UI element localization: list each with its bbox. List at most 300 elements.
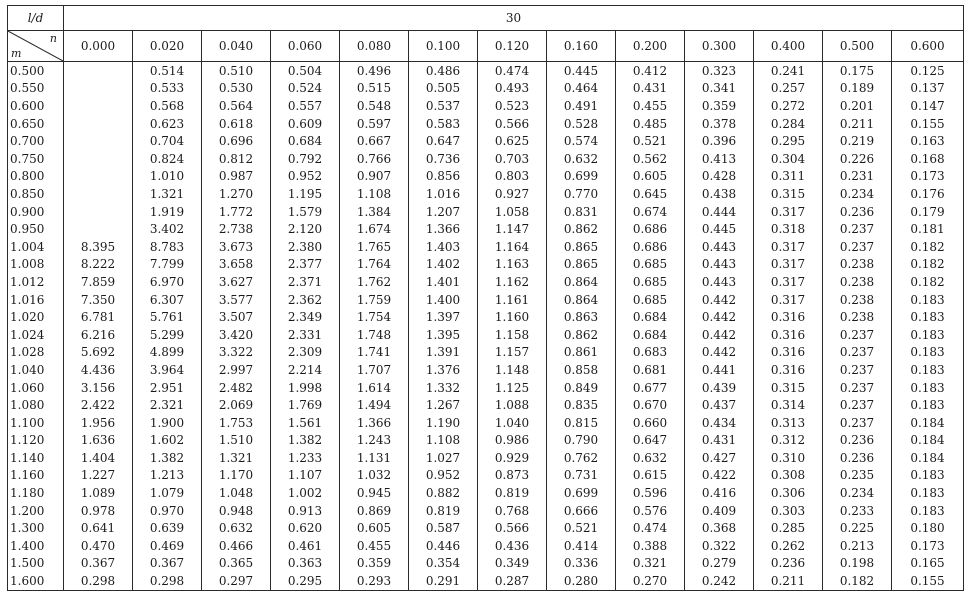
m-value-cell: 0.700 [8,132,64,150]
table-cell: 0.201 [823,97,892,115]
m-value-cell: 0.800 [8,168,64,186]
table-row [8,97,964,115]
table-body [8,62,964,591]
table-cell: 0.285 [754,519,823,537]
table-cell: 3.627 [202,273,271,291]
table-cell: 8.783 [133,238,202,256]
table-cell: 0.414 [547,537,616,555]
table-cell: 1.402 [409,256,478,274]
table-cell: 2.380 [271,238,340,256]
table-cell: 0.442 [685,344,754,362]
m-value-cell: 1.100 [8,414,64,432]
table-cell: 0.270 [616,572,685,590]
table-cell: 0.236 [823,449,892,467]
table-cell: 0.615 [616,467,685,485]
table-cell: 0.568 [133,97,202,115]
table-cell: 0.180 [892,519,964,537]
m-value-cell: 1.024 [8,326,64,344]
m-value-cell: 1.600 [8,572,64,590]
table-cell: 1.900 [133,414,202,432]
m-value-cell: 1.004 [8,238,64,256]
table-cell: 0.686 [616,220,685,238]
table-cell: 0.443 [685,238,754,256]
table-cell: 0.213 [823,537,892,555]
table-cell: 0.322 [685,537,754,555]
table-cell: 0.849 [547,379,616,397]
table-cell: 0.443 [685,256,754,274]
table-cell: 0.685 [616,273,685,291]
m-value-cell: 1.500 [8,555,64,573]
table-cell: 1.088 [478,396,547,414]
table-cell: 0.625 [478,132,547,150]
table-cell: 2.214 [271,361,340,379]
table-cell: 0.907 [340,168,409,186]
table-cell: 0.686 [616,238,685,256]
table-cell: 0.861 [547,344,616,362]
m-value-cell: 1.160 [8,467,64,485]
m-value-cell: 1.200 [8,502,64,520]
table-cell: 0.316 [754,308,823,326]
table-cell: 0.766 [340,150,409,168]
table-cell: 0.321 [616,555,685,573]
table-cell: 1.391 [409,344,478,362]
table-cell: 0.155 [892,572,964,590]
table-cell: 0.632 [616,449,685,467]
table-cell: 0.306 [754,484,823,502]
table-cell [64,185,133,203]
table-cell: 0.792 [271,150,340,168]
table-cell: 0.505 [409,80,478,98]
table-cell: 0.869 [340,502,409,520]
table-cell: 0.231 [823,168,892,186]
n-header-cell: 0.500 [823,31,892,62]
table-cell: 0.438 [685,185,754,203]
table-row [8,203,964,221]
table-cell: 0.184 [892,431,964,449]
table-cell: 0.444 [685,203,754,221]
table-cell: 0.684 [616,308,685,326]
table-cell: 1.754 [340,308,409,326]
m-value-cell: 1.020 [8,308,64,326]
table-cell: 8.222 [64,256,133,274]
table-cell: 1.002 [271,484,340,502]
table-cell: 0.237 [823,344,892,362]
table-cell: 2.997 [202,361,271,379]
table-cell: 0.125 [892,62,964,80]
table-cell: 0.647 [409,132,478,150]
table-cell: 0.647 [616,431,685,449]
n-header-cell: 0.120 [478,31,547,62]
table-cell: 0.824 [133,150,202,168]
table-cell: 0.211 [754,572,823,590]
table-row [8,132,964,150]
table-cell: 0.597 [340,115,409,133]
table-cell: 1.162 [478,273,547,291]
table-cell: 0.455 [340,537,409,555]
table-row [8,537,964,555]
table-cell: 6.307 [133,291,202,309]
table-cell: 1.397 [409,308,478,326]
m-value-cell: 0.900 [8,203,64,221]
table-cell: 2.738 [202,220,271,238]
m-value-cell: 1.012 [8,273,64,291]
table-cell: 0.226 [823,150,892,168]
table-cell: 0.315 [754,185,823,203]
table-cell: 1.748 [340,326,409,344]
n-header-cell: 0.200 [616,31,685,62]
table-row [8,467,964,485]
table-cell: 2.349 [271,308,340,326]
table-cell: 0.537 [409,97,478,115]
table-cell: 0.464 [547,80,616,98]
table-cell: 0.409 [685,502,754,520]
table-cell: 0.173 [892,537,964,555]
table-cell: 1.395 [409,326,478,344]
table-cell: 0.181 [892,220,964,238]
m-value-cell: 1.008 [8,256,64,274]
table-cell: 0.272 [754,97,823,115]
table-row [8,379,964,397]
table-cell: 0.632 [202,519,271,537]
table-cell: 1.366 [340,414,409,432]
table-cell: 0.562 [616,150,685,168]
m-label: m [11,47,22,60]
table-cell: 0.812 [202,150,271,168]
table-cell: 0.566 [478,115,547,133]
table-cell: 1.160 [478,308,547,326]
table-cell [64,115,133,133]
n-header-cell: 0.080 [340,31,409,62]
table-cell: 0.528 [547,115,616,133]
table-cell: 1.058 [478,203,547,221]
table-cell: 0.952 [271,168,340,186]
m-value-cell: 0.850 [8,185,64,203]
table-cell: 0.163 [892,132,964,150]
table-cell: 0.168 [892,150,964,168]
table-cell: 0.427 [685,449,754,467]
table-cell: 0.314 [754,396,823,414]
table-cell: 1.707 [340,361,409,379]
table-cell: 0.183 [892,291,964,309]
table-cell: 0.442 [685,308,754,326]
table-cell: 1.403 [409,238,478,256]
n-header-cell: 0.040 [202,31,271,62]
table-cell: 0.422 [685,467,754,485]
m-value-cell: 0.500 [8,62,64,80]
table-cell: 1.674 [340,220,409,238]
table-cell: 0.237 [823,414,892,432]
table-cell: 0.523 [478,97,547,115]
table-cell: 7.859 [64,273,133,291]
table-cell: 0.461 [271,537,340,555]
table-cell: 0.241 [754,62,823,80]
table-cell: 1.170 [202,467,271,485]
table-cell: 0.280 [547,572,616,590]
table-cell: 0.173 [892,168,964,186]
table-row [8,62,964,80]
table-cell: 0.183 [892,502,964,520]
table-cell: 0.856 [409,168,478,186]
table-row [8,291,964,309]
table-cell: 0.225 [823,519,892,537]
table-cell: 0.913 [271,502,340,520]
table-cell: 0.238 [823,291,892,309]
table-cell: 0.434 [685,414,754,432]
table-cell: 0.768 [478,502,547,520]
table-cell: 5.761 [133,308,202,326]
n-header-row [8,31,964,62]
table-cell: 0.349 [478,555,547,573]
table-cell: 1.401 [409,273,478,291]
table-cell: 1.579 [271,203,340,221]
table-cell: 0.184 [892,449,964,467]
table-cell: 0.155 [892,115,964,133]
table-cell: 0.927 [478,185,547,203]
table-cell: 0.699 [547,168,616,186]
m-value-cell: 0.650 [8,115,64,133]
table-cell: 1.759 [340,291,409,309]
table-cell: 1.382 [271,431,340,449]
table-cell: 6.970 [133,273,202,291]
table-cell: 0.496 [340,62,409,80]
table-cell: 1.161 [478,291,547,309]
table-cell: 0.970 [133,502,202,520]
table-cell: 0.182 [823,572,892,590]
table-cell: 0.557 [271,97,340,115]
table-cell: 0.317 [754,273,823,291]
table-cell: 1.032 [340,467,409,485]
table-cell: 0.762 [547,449,616,467]
table-cell: 0.524 [271,80,340,98]
table-cell: 0.445 [547,62,616,80]
table-cell: 0.363 [271,555,340,573]
table-cell: 0.436 [478,537,547,555]
table-cell: 0.873 [478,467,547,485]
table-cell: 7.799 [133,256,202,274]
table-cell: 0.533 [133,80,202,98]
table-cell: 0.831 [547,203,616,221]
table-cell [64,80,133,98]
table-cell: 0.237 [823,379,892,397]
table-cell: 1.382 [133,449,202,467]
table-cell: 0.685 [616,291,685,309]
table-cell: 0.412 [616,62,685,80]
table-cell: 0.262 [754,537,823,555]
table-cell: 0.566 [478,519,547,537]
table-cell: 1.108 [409,431,478,449]
table-cell: 0.308 [754,467,823,485]
table-cell: 0.237 [823,238,892,256]
table-cell: 0.945 [340,484,409,502]
table-cell: 0.803 [478,168,547,186]
table-cell: 1.561 [271,414,340,432]
table-cell: 0.237 [823,396,892,414]
n-header-cell: 0.600 [892,31,964,62]
table-cell: 0.183 [892,361,964,379]
table-cell: 0.233 [823,502,892,520]
table-cell: 0.297 [202,572,271,590]
table-cell: 6.781 [64,308,133,326]
table-cell: 2.371 [271,273,340,291]
table-cell: 0.235 [823,467,892,485]
table-cell: 0.147 [892,97,964,115]
table-cell: 0.165 [892,555,964,573]
coefficient-table-container [7,5,963,591]
table-cell: 0.293 [340,572,409,590]
table-cell: 0.238 [823,273,892,291]
table-cell: 0.184 [892,414,964,432]
table-cell: 1.741 [340,344,409,362]
table-cell: 1.384 [340,203,409,221]
table-cell: 0.183 [892,467,964,485]
table-cell: 0.304 [754,150,823,168]
table-cell: 1.636 [64,431,133,449]
table-cell: 0.576 [616,502,685,520]
table-cell: 1.765 [340,238,409,256]
table-cell: 0.416 [685,484,754,502]
table-cell: 0.474 [478,62,547,80]
table-cell: 1.027 [409,449,478,467]
table-cell: 0.182 [892,238,964,256]
table-cell: 1.213 [133,467,202,485]
table-row [8,484,964,502]
table-cell: 0.510 [202,62,271,80]
table-cell: 0.987 [202,168,271,186]
table-cell: 2.331 [271,326,340,344]
table-cell: 3.577 [202,291,271,309]
n-header-cell: 0.100 [409,31,478,62]
table-cell: 0.684 [271,132,340,150]
table-cell [64,203,133,221]
table-cell: 0.948 [202,502,271,520]
table-cell: 0.685 [616,256,685,274]
table-cell: 0.862 [547,220,616,238]
m-value-cell: 1.040 [8,361,64,379]
table-row [8,414,964,432]
table-row [8,344,964,362]
table-cell: 0.470 [64,537,133,555]
table-cell: 0.865 [547,256,616,274]
table-cell: 1.376 [409,361,478,379]
table-row [8,572,964,590]
table-cell [64,150,133,168]
table-cell: 0.287 [478,572,547,590]
table-cell: 0.639 [133,519,202,537]
table-cell: 0.336 [547,555,616,573]
n-header-cell: 0.160 [547,31,616,62]
table-cell [64,220,133,238]
table-cell: 0.978 [64,502,133,520]
table-cell: 0.731 [547,467,616,485]
table-cell: 1.400 [409,291,478,309]
table-cell: 4.436 [64,361,133,379]
table-cell: 0.469 [133,537,202,555]
table-cell: 0.521 [616,132,685,150]
table-row [8,449,964,467]
table-row [8,326,964,344]
table-cell: 1.164 [478,238,547,256]
table-cell: 1.332 [409,379,478,397]
table-cell: 0.315 [754,379,823,397]
table-row [8,431,964,449]
table-row [8,185,964,203]
table-cell: 2.309 [271,344,340,362]
table-cell: 1.190 [409,414,478,432]
table-cell: 0.183 [892,326,964,344]
table-cell: 1.404 [64,449,133,467]
table-cell: 0.548 [340,97,409,115]
m-value-cell: 1.400 [8,537,64,555]
table-cell: 0.446 [409,537,478,555]
table-cell: 1.147 [478,220,547,238]
table-cell: 1.614 [340,379,409,397]
m-value-cell: 1.300 [8,519,64,537]
m-value-cell: 0.950 [8,220,64,238]
table-cell: 0.368 [685,519,754,537]
table-cell: 2.482 [202,379,271,397]
table-cell: 1.131 [340,449,409,467]
table-cell: 0.770 [547,185,616,203]
table-cell: 1.157 [478,344,547,362]
table-cell: 0.441 [685,361,754,379]
table-cell: 0.234 [823,484,892,502]
table-cell: 1.089 [64,484,133,502]
table-row [8,238,964,256]
table-cell: 0.303 [754,502,823,520]
table-cell: 0.819 [478,484,547,502]
table-cell: 0.437 [685,396,754,414]
table-cell: 0.316 [754,361,823,379]
table-cell: 0.183 [892,484,964,502]
table-cell: 0.211 [823,115,892,133]
table-cell: 3.420 [202,326,271,344]
table-cell: 0.683 [616,344,685,362]
m-value-cell: 0.550 [8,80,64,98]
table-cell: 0.365 [202,555,271,573]
m-value-cell: 1.060 [8,379,64,397]
table-row [8,80,964,98]
table-cell: 1.321 [202,449,271,467]
table-row [8,308,964,326]
table-cell: 0.641 [64,519,133,537]
table-cell: 0.819 [409,502,478,520]
table-cell: 0.367 [64,555,133,573]
table-cell: 0.445 [685,220,754,238]
table-cell: 0.236 [823,431,892,449]
table-cell: 5.299 [133,326,202,344]
table-cell: 1.233 [271,449,340,467]
table-cell: 2.377 [271,256,340,274]
table-cell: 0.530 [202,80,271,98]
table-cell: 1.107 [271,467,340,485]
m-value-cell: 1.140 [8,449,64,467]
table-cell: 1.158 [478,326,547,344]
n-header-cell: 0.000 [64,31,133,62]
table-cell: 1.602 [133,431,202,449]
table-cell: 0.864 [547,291,616,309]
table-cell: 0.704 [133,132,202,150]
m-value-cell: 1.080 [8,396,64,414]
table-cell: 0.317 [754,291,823,309]
m-value-cell: 0.750 [8,150,64,168]
table-cell: 0.696 [202,132,271,150]
table-row [8,168,964,186]
table-cell: 0.596 [616,484,685,502]
table-cell: 0.574 [547,132,616,150]
table-cell: 1.048 [202,484,271,502]
table-cell: 0.485 [616,115,685,133]
table-cell [64,62,133,80]
